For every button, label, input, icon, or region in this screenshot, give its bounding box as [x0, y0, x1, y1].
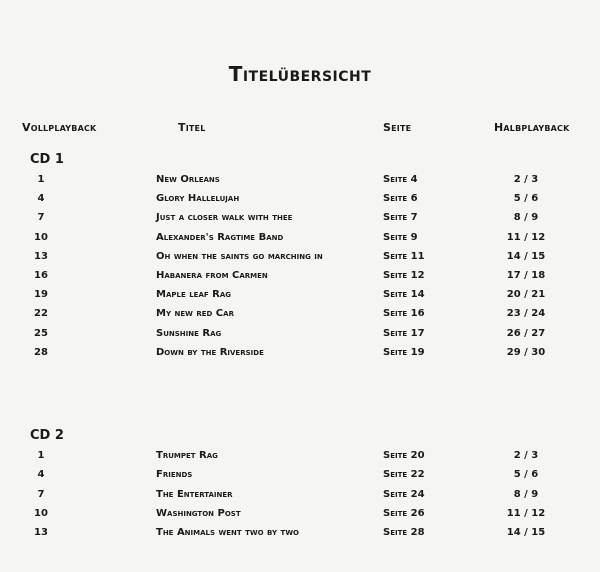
track-number: 25	[34, 327, 48, 339]
track-row	[0, 212, 600, 230]
track-title: Friends	[156, 469, 193, 481]
track-title: Habanera from Carmen	[156, 270, 268, 281]
track-halbplayback: 17 / 18	[506, 270, 546, 281]
track-page: Seite 17	[383, 327, 425, 339]
track-halbplayback: 5 / 6	[513, 469, 539, 481]
track-title: My new red Car	[156, 308, 234, 320]
track-number: 1	[37, 174, 45, 185]
track-page: Seite 24	[383, 488, 425, 500]
cd2-label: CD 2	[30, 428, 64, 443]
track-title: The Animals went two by two	[156, 527, 300, 539]
track-halbplayback: 2 / 3	[513, 174, 539, 185]
track-page: Seite 11	[383, 250, 425, 262]
track-row	[0, 251, 600, 269]
cd1-label: CD 1	[30, 152, 64, 167]
track-number: 28	[34, 346, 48, 358]
track-number: 16	[34, 270, 48, 281]
track-row	[0, 347, 600, 365]
track-title: Alexander's Ragtime Band	[156, 231, 284, 243]
track-number: 10	[34, 231, 48, 243]
track-number: 4	[37, 469, 45, 481]
track-row	[0, 328, 600, 346]
header-titel: Titel	[178, 121, 206, 134]
track-number: 13	[34, 250, 48, 262]
track-halbplayback: 14 / 15	[506, 250, 546, 262]
track-row	[0, 289, 600, 307]
track-page: Seite 7	[383, 212, 418, 224]
track-halbplayback: 8 / 9	[513, 212, 539, 224]
track-title: Down by the Riverside	[156, 346, 264, 358]
track-halbplayback: 11 / 12	[506, 507, 546, 519]
track-title: Trumpet Rag	[156, 450, 218, 461]
track-title: New Orleans	[156, 174, 220, 185]
track-page: Seite 26	[383, 507, 425, 519]
track-number: 10	[34, 507, 48, 519]
track-page: Seite 6	[383, 193, 418, 205]
track-row	[0, 174, 600, 192]
track-title: Oh when the saints go marching in	[156, 250, 323, 262]
track-page: Seite 28	[383, 527, 425, 539]
track-title: Sunshine Rag	[156, 327, 222, 339]
track-number: 1	[37, 450, 45, 461]
track-page: Seite 19	[383, 346, 425, 358]
track-page: Seite 12	[383, 270, 425, 281]
track-number: 7	[37, 212, 45, 224]
track-title: Just a closer walk with thee	[156, 212, 293, 224]
track-row	[0, 450, 600, 468]
track-halbplayback: 23 / 24	[506, 308, 546, 320]
track-page: Seite 4	[383, 174, 418, 185]
track-halbplayback: 2 / 3	[513, 450, 539, 461]
header-vollplayback: Vollplayback	[22, 121, 97, 134]
track-halbplayback: 29 / 30	[506, 346, 546, 358]
page-title: Titelübersicht	[228, 62, 372, 86]
track-halbplayback: 5 / 6	[513, 193, 539, 205]
track-page: Seite 14	[383, 289, 425, 301]
track-halbplayback: 26 / 27	[506, 327, 546, 339]
track-halbplayback: 8 / 9	[513, 488, 539, 500]
track-title: The Entertainer	[156, 488, 233, 500]
track-halbplayback: 20 / 21	[506, 289, 546, 301]
track-row	[0, 527, 600, 545]
track-title: Maple leaf Rag	[156, 289, 232, 301]
track-row	[0, 232, 600, 250]
track-number: 4	[37, 193, 45, 205]
track-page: Seite 22	[383, 469, 425, 481]
track-page: Seite 9	[383, 231, 418, 243]
track-row	[0, 469, 600, 487]
track-page: Seite 16	[383, 308, 425, 320]
track-number: 19	[34, 289, 48, 301]
header-seite: Seite	[383, 121, 412, 134]
track-number: 22	[34, 308, 48, 320]
track-row	[0, 270, 600, 288]
track-row	[0, 193, 600, 211]
track-page: Seite 20	[383, 450, 425, 461]
header-halbplayback: Halbplayback	[494, 121, 570, 134]
track-row	[0, 508, 600, 526]
track-number: 7	[37, 488, 45, 500]
track-halbplayback: 11 / 12	[506, 231, 546, 243]
track-title: Washington Post	[156, 507, 241, 519]
track-title: Glory Hallelujah	[156, 193, 240, 205]
track-halbplayback: 14 / 15	[506, 527, 546, 539]
track-row	[0, 489, 600, 507]
track-row	[0, 308, 600, 326]
track-number: 13	[34, 527, 48, 539]
